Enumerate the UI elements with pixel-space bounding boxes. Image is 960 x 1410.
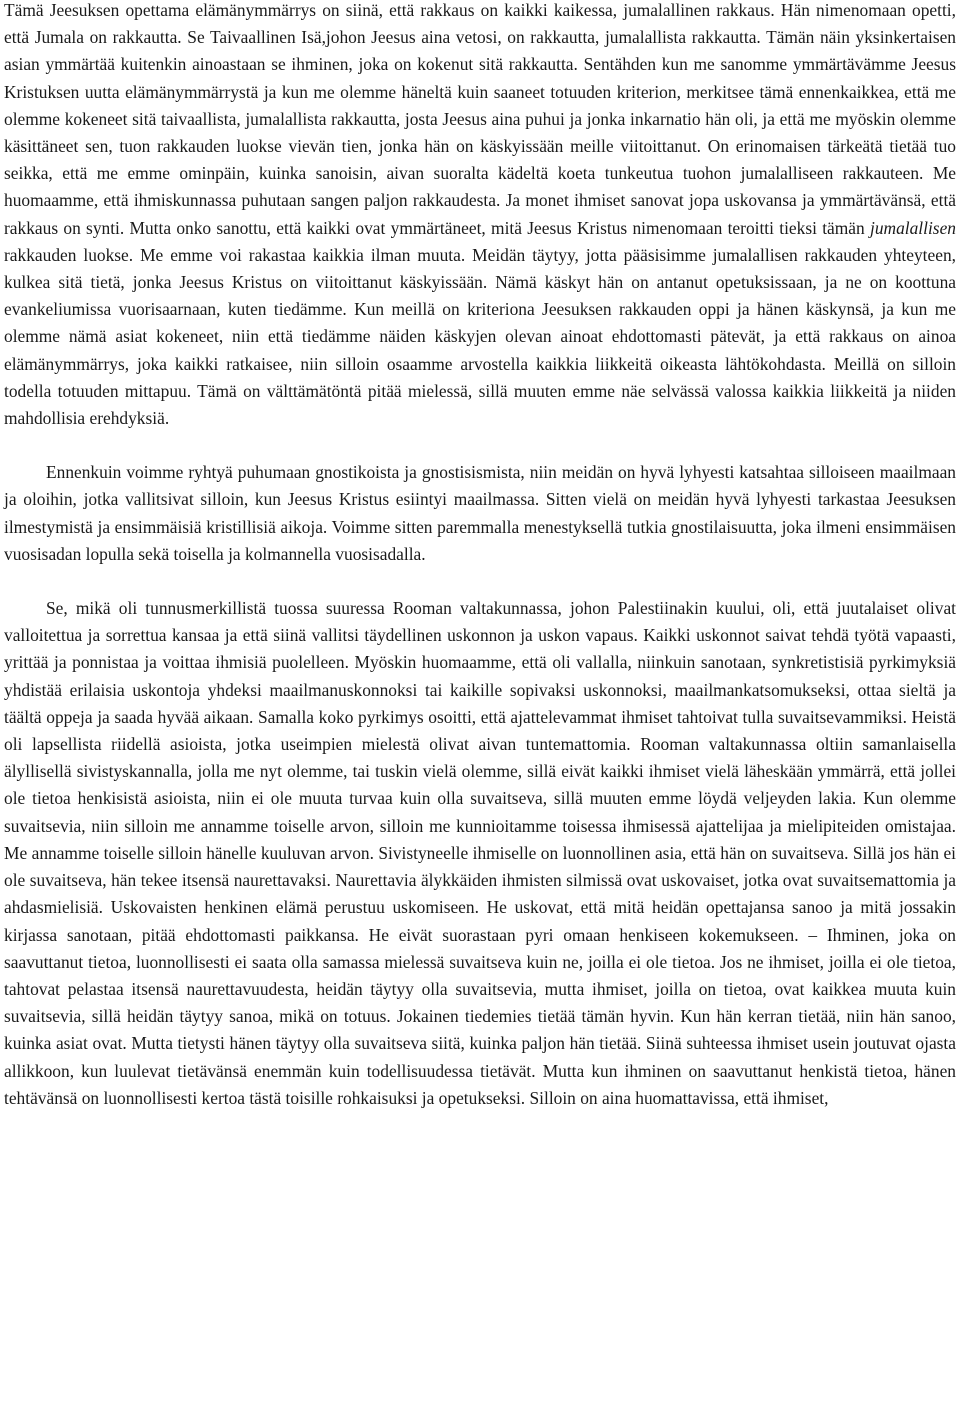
paragraph-gap xyxy=(4,568,956,595)
paragraph-1-text-a: Tämä Jeesuksen opettama elämänymmärrys on siinä, että rakkaus on kaikki kaikessa, jumalallinen rakkaus. Hän nimenomaan opetti, että Jumala on rakkautta. Se Taivaallinen Isä,johon Jeesus aina vetosi, on rakkautta, jumalallista rakkautta. Tämän näin yksinkertaisen asian ymmärtää kuitenkin ainoastaan se ihminen, joka on kokenut sitä rakkautta. Sentähden kun me sanomme ymmärtävämme Jeesus Kristuksen uutta elämänymmärrystä ja kun me olemme häneltä kuin saaneet totuuden kriterion, merkitsee tämä ennenkaikkea, että me olemme kokeneet sitä taivaallista, jumalallista rakkautta, josta Jeesus aina puhui ja jonka inkarnatio hän oli, ja että me myöskin olemme käsittäneet sen, tuon rakkauden luokse vievän tien, jonka hän on käskyissään meille viitoittanut. On erinomaisen tärkeätä tietää tuo seikka, että me emme ominpäin, kuinka sanoisin, aivan suoralta kädeltä koeta tunkeutua tuohon jumalalliseen rakkauteen. Me huomaamme, että ihmiskunnassa puhutaan sangen paljon rakkaudesta. Ja monet ihmiset sanovat jopa uskovansa ja ymmärtävänsä, että rakkaus on synti. Mutta onko sanottu, että kaikki ovat ymmärtäneet, mitä Jeesus Kristus nimenomaan teroitti tieksi tämän xyxy=(4,0,956,238)
paragraph-1 xyxy=(4,0,956,432)
paragraph-1-italic-word: jumalallisen xyxy=(870,217,956,238)
paragraph-1-text-b: rakkauden luokse. Me emme voi rakastaa kaikkia ilman muuta. Meidän täytyy, jotta pääsisimme jumalallisen rakkauden yhteyteen, kulkea sitä tietä, jonka Jeesus Kristus on viitoittanut käskyissään. Nämä käskyt hän on antanut opetuksissaan, ja ne on koottuna evankeliumissa vuorisaarnaan, kuten tiedämme. Kun meillä on kriteriona Jeesuksen rakkauden oppi ja hänen käskynsä, ja kun me olemme nämä asiat kokeneet, niin että tiedämme näiden käskyjen olevan ainoat ehdottomasti pätevät, ja että rakkaus on ainoa elämänymmärrys, joka kaikki ratkaisee, niin silloin osaamme arvostella kaikkia liikkeitä oikeasta lähtökohdasta. Meillä on silloin todella totuuden mittapuu. Tämä on välttämätöntä pitää mielessä, sillä muuten emme näe selvässä valossa kaikkia liikkeitä ja niiden mahdollisia erehdyksiä. xyxy=(4,244,956,429)
paragraph-gap xyxy=(4,432,956,459)
paragraph-2 xyxy=(4,459,956,568)
paragraph-2-text: Ennenkuin voimme ryhtyä puhumaan gnostikoista ja gnostisismista, niin meidän on hyvä lyhyesti katsahtaa silloiseen maailmaan ja oloihin, jotka vallitsivat silloin, kun Jeesus Kristus esiintyi maailmassa. Sitten vielä on meidän hyvä lyhyesti tarkastaa Jeesuksen ilmestymistä ja ensimmäisiä kristillisiä aikoja. Voimme sitten paremmalla menestyksellä tutkia gnostilaisuutta, joka ilmeni ensimmäisen vuosisadan lopulla sekä toisella ja kolmannella vuosisadalla. xyxy=(4,462,956,564)
paragraph-3-text: Se, mikä oli tunnusmerkillistä tuossa suuressa Rooman valtakunnassa, johon Palestiinakin kuului, oli, että juutalaiset olivat valloitettua ja sorrettua kansaa ja että siinä vallitsi täydellinen uskonnon ja uskon vapaus. Kaikki uskonnot saivat tehdä työtä vapaasti, yrittää ja ponnistaa ja voittaa ihmisiä puolelleen. Myöskin huomaamme, että oli vallalla, niinkuin sanotaan, synkretistisiä pyrkimyksiä yhdistää erilaisia uskontoja yhdeksi maailmanuskonnoksi tai kaikille sopivaksi uskonnoksi, maailmankatsomukseksi, ottaa sieltä ja täältä oppeja ja saada hyvää aikaan. Samalla koko pyrkimys osoitti, että ajattelevammat ihmiset tahtoivat tulla suvaitsevammiksi. Heistä oli lapsellista riidellä asioista, jotka useimpien mielestä olivat aivan tuntemattomia. Rooman valtakunnassa oltiin samanlaisella älyllisellä sivistyskannalla, jolla me nyt olemme, tai tuskin vielä olemme, sillä eivät kaikki ihmiset vielä läheskään ymmärrä, että jollei ole tietoa henkisistä asioista, niin ei ole muuta turvaa kuin olla suvaitseva, sillä muuten emme löydä veljeyden lakia. Kun olemme suvaitsevia, niin silloin me annamme toiselle arvon, silloin me kunnioitamme toisessa ihmisessä ajattelijaa ja mielipiteiden omistajaa. Me annamme toiselle silloin hänelle kuuluvan arvon. Sivistyneelle ihmiselle on luonnollinen asia, että hän on suvaitseva. Sillä jos hän ei ole suvaitseva, hän tekee itsensä naurettavaksi. Naurettavia älykkäiden ihmisten silmissä ovat uskovaiset, jotka ovat suvaitsemattomia ja ahdasmielisiä. Uskovaisten henkinen elämä perustuu uskomiseen. He uskovat, että mitä heidän opettajansa sanoo ja mitä jossakin kirjassa sanotaan, pitää ehdottomasti paikkansa. He eivät suorastaan pyri omaan henkiseen kokemukseen. – Ihminen, joka on saavuttanut tietoa, luonnollisesti ei saata olla samassa mielessä suvaitseva kuin ne, joilla ei ole tietoa. Jos ne ihmiset, joilla ei ole tietoa, tahtovat pelastaa itsensä naurettavuudesta, heidän täytyy olla suvaitsevia, mutta ihmiset, joilla on tietoa, ovat kaikkea muuta kuin suvaitsevia, sillä heidän täytyy sanoa, mikä on totuus. Jokainen tiedemies tietää tämän hyvin. Kun hän kerran tietää, niin hän sanoo, kuinka asiat ovat. Mutta tietysti hänen täytyy olla suvaitseva siitä, kuinka paljon hän tietää. Siinä suhteessa ihmiset usein joutuvat ojasta allikkoon, kun luulevat tietävänsä enemmän kuin todellisuudessa tietävät. Mutta kun ihminen on saavuttanut henkistä tietoa, hänen tehtävänsä on luonnollisesti kertoa tästä toisille rohkaisuksi ja opetukseksi. Silloin on aina huomattavissa, että ihmiset, xyxy=(4,598,956,1108)
paragraph-3 xyxy=(4,595,956,1112)
